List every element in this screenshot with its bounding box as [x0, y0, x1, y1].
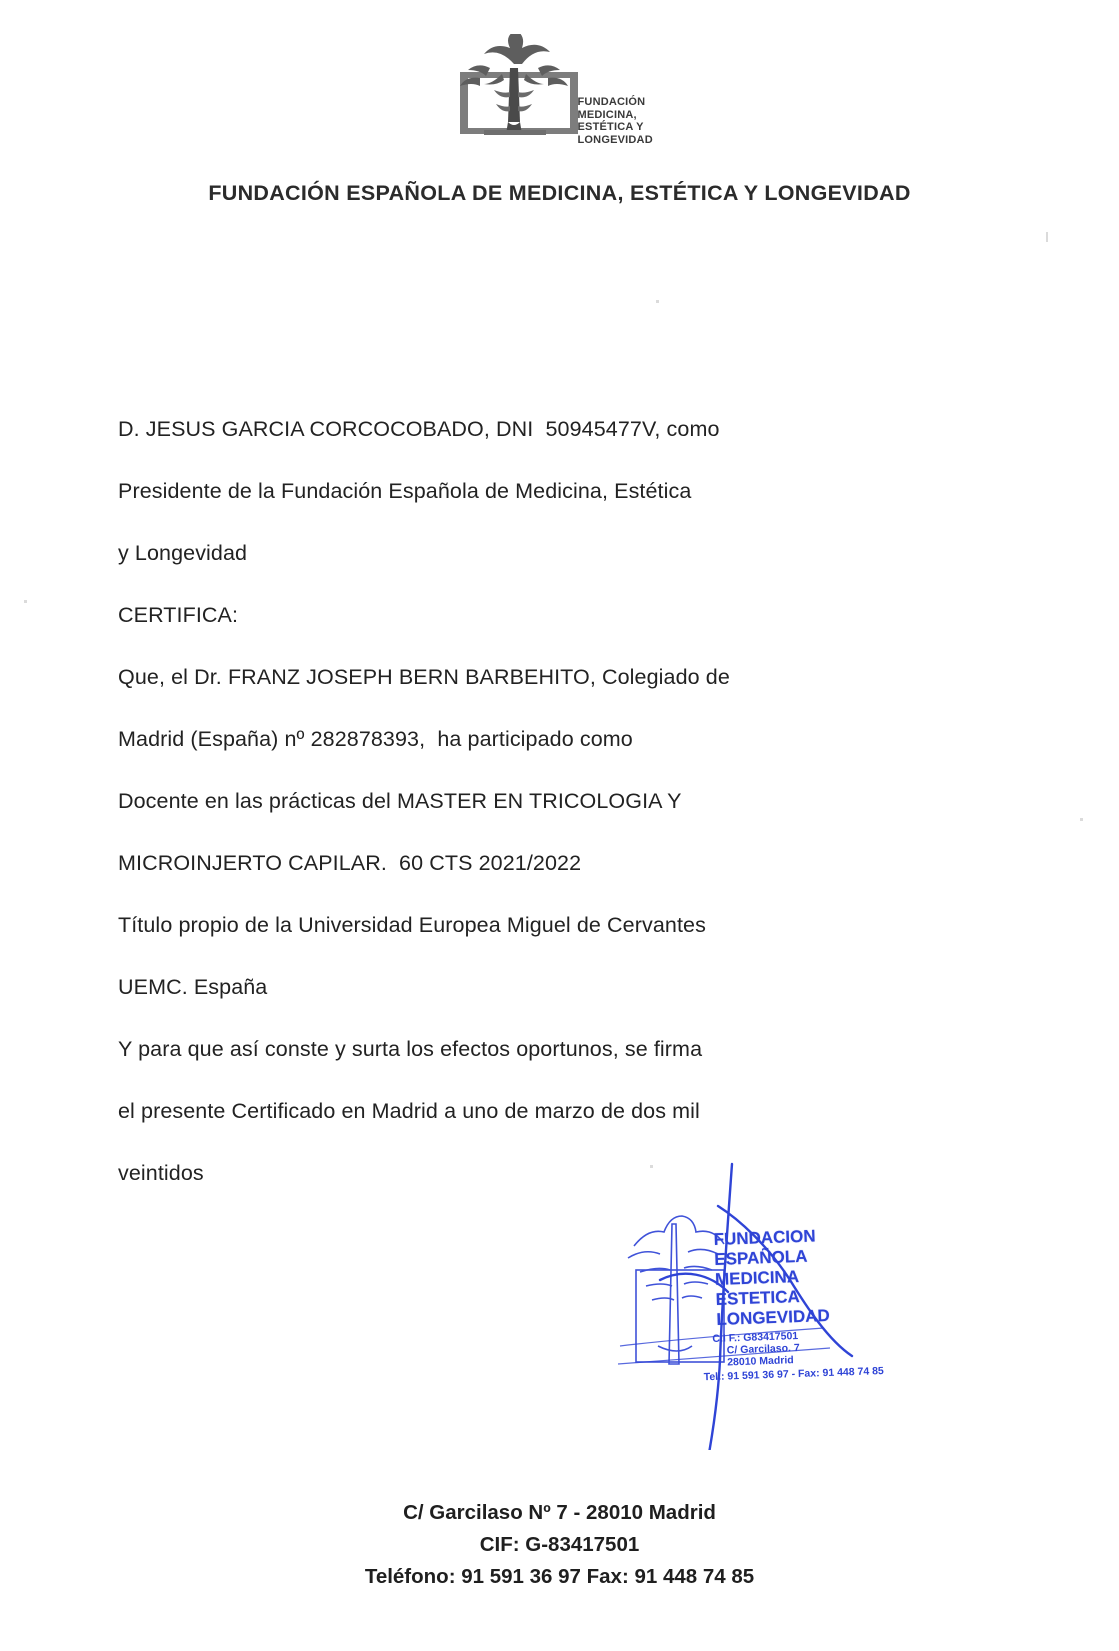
stamp-word: ESTETICA: [715, 1287, 801, 1309]
body-line: Presidente de la Fundación Española de Medicina, Estética: [118, 479, 692, 503]
footer-address: C/ Garcilaso Nº 7 - 28010 Madrid: [403, 1501, 716, 1524]
letterhead: [0, 34, 1119, 206]
body-line: D. JESUS GARCIA CORCOCOBADO, DNI 50945477V, como: [118, 417, 720, 441]
stamp-phone: Tel.: 91 591 36 97 - Fax: 91 448 74 85: [703, 1365, 885, 1384]
logo-line-3: ESTÉTICA Y: [577, 121, 644, 133]
stamp-details: [703, 1327, 885, 1384]
body-line: CERTIFICA:: [118, 603, 239, 627]
stamp-cif: C.I F.: G83417501: [712, 1329, 799, 1345]
footer-cif: CIF: G-83417501: [479, 1533, 640, 1556]
scan-artifact: [24, 600, 27, 603]
stamp-word: FUNDACION: [713, 1226, 816, 1249]
body-line: veintidos: [118, 1161, 204, 1185]
stamp-wordmark: [713, 1226, 830, 1330]
logo-wordmark: [578, 96, 653, 146]
body-line: Madrid (España) nº 282878393, ha participado como: [118, 727, 633, 751]
logo-line-1: FUNDACIÓN: [577, 96, 646, 108]
stamp-word: MEDICINA: [714, 1267, 800, 1289]
body-line: MICROINJERTO CAPILAR. 60 CTS 2021/2022: [118, 851, 582, 875]
body-line: y Longevidad: [118, 541, 248, 565]
scan-artifact: [1080, 818, 1083, 821]
body-line: UEMC. España: [118, 975, 268, 999]
body-line: Título propio de la Universidad Europea Miguel de Cervantes: [118, 913, 706, 937]
stamp-city: 28010 Madrid: [727, 1354, 794, 1369]
stamp-word: ESPAÑOLA: [713, 1246, 808, 1269]
organization-title: FUNDACIÓN ESPAÑOLA DE MEDICINA, ESTÉTICA Y LONGEVIDAD: [208, 181, 911, 205]
footer-phone: Teléfono: 91 591 36 97 Fax: 91 448 74 85: [364, 1565, 755, 1588]
stamp-word: LONGEVIDAD: [716, 1306, 831, 1329]
scan-artifact: [656, 300, 659, 303]
body-line: Que, el Dr. FRANZ JOSEPH BERN BARBEHITO, Colegiado de: [118, 665, 730, 689]
scan-artifact: [1046, 232, 1048, 242]
document-footer: [0, 1497, 1119, 1593]
body-line: el presente Certificado en Madrid a uno de marzo de dos mil: [118, 1099, 700, 1123]
stamp-street: C/ Garcilaso. 7: [726, 1341, 800, 1357]
body-line: Y para que así conste y surta los efectos oportunos, se firma: [118, 1037, 703, 1061]
foundation-logo: [450, 34, 670, 154]
logo-line-4: LONGEVIDAD: [577, 133, 653, 146]
logo-line-2: MEDICINA,: [577, 108, 637, 121]
certificate-body: [118, 398, 918, 1204]
official-stamp: [600, 1150, 900, 1440]
scan-artifact: [650, 1165, 653, 1168]
body-line: Docente en las prácticas del MASTER EN TRICOLOGIA Y: [118, 789, 682, 813]
